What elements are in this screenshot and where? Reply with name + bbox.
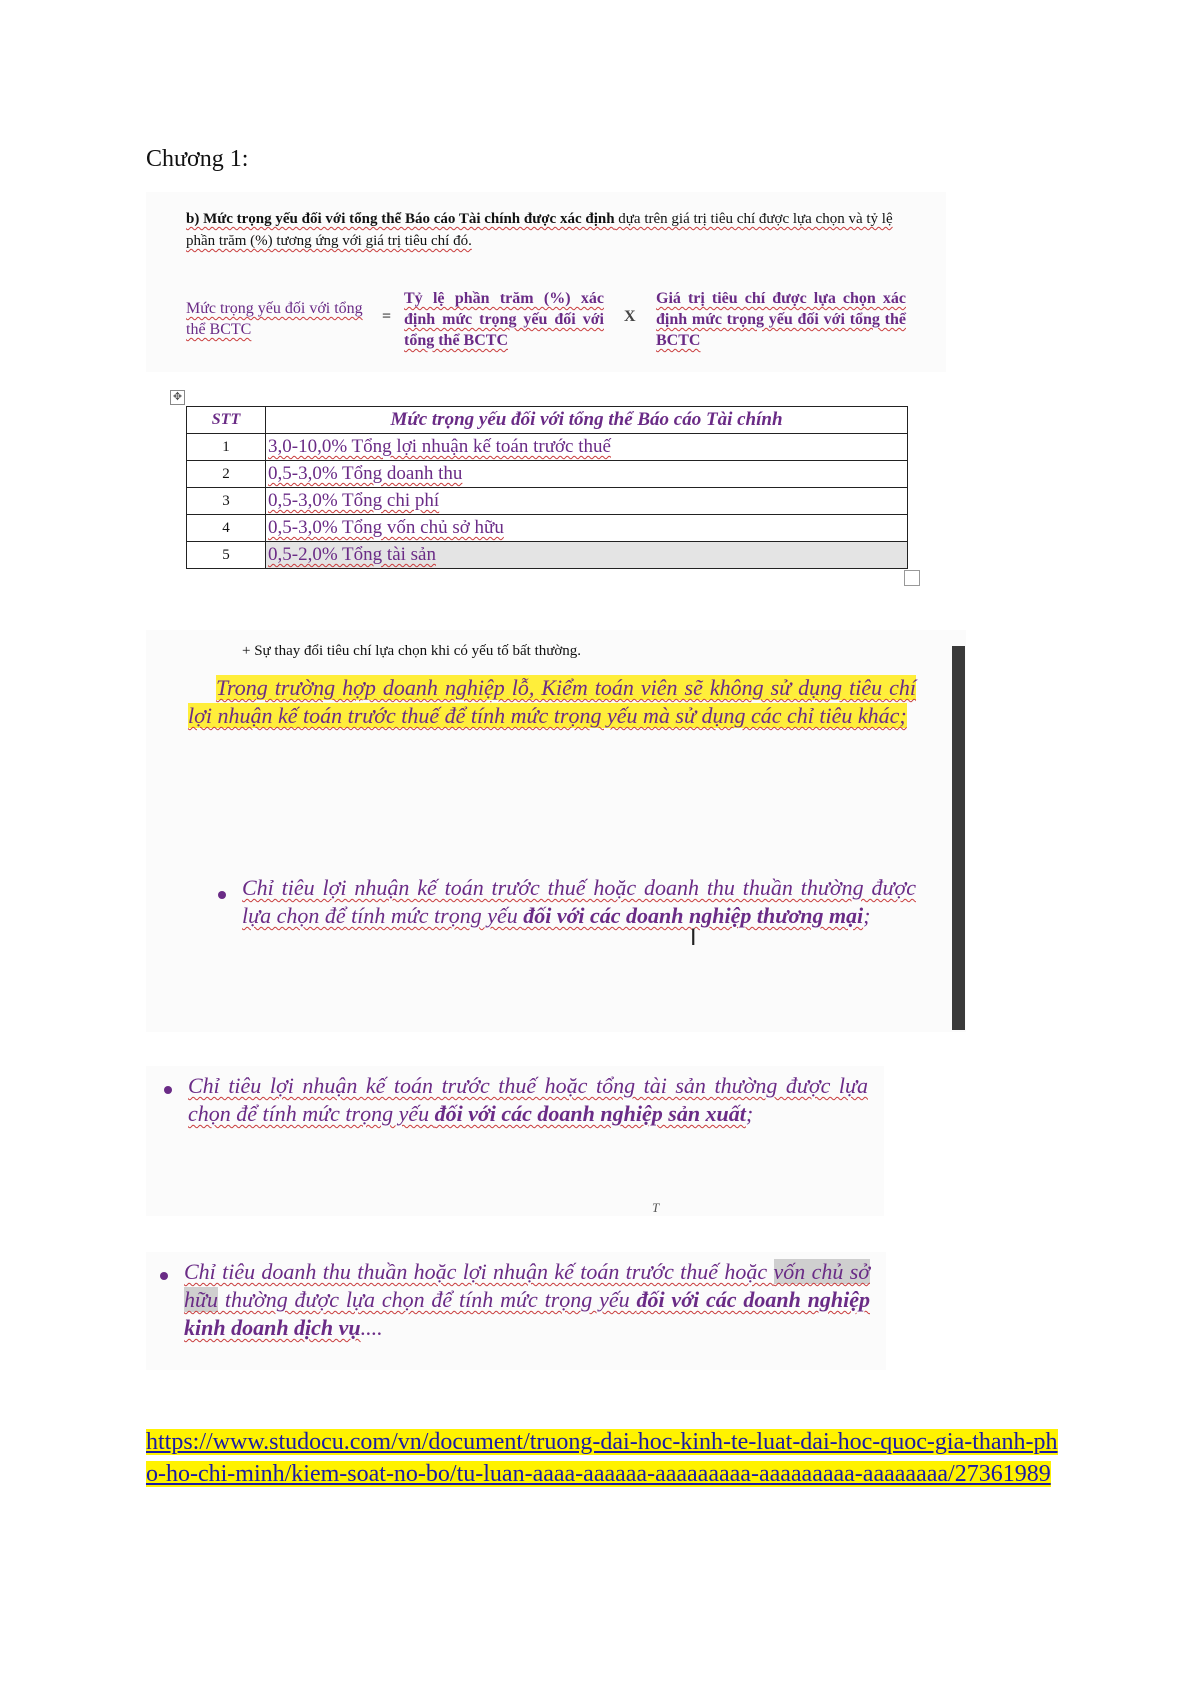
table-row [187, 542, 908, 569]
table-cell-text: 0,5-2,0% Tổng tài sản [266, 542, 908, 569]
formula-times: X [624, 308, 636, 325]
screenshot-services [146, 1252, 886, 1370]
screenshot-criteria-change [146, 630, 966, 1032]
formula-right: Giá trị tiêu chí được lựa chọn xác định mức trọng yếu đối với tổng thể BCTC [656, 290, 906, 349]
table-cell-stt: 5 [187, 542, 266, 569]
table-row [187, 461, 908, 488]
page-heading: Chương 1: [146, 146, 249, 172]
stray-character: T [652, 1200, 660, 1215]
table-cell-stt: 3 [187, 488, 266, 515]
table-row [187, 434, 908, 461]
bullet-dot [160, 1272, 168, 1280]
source-link[interactable]: https://www.studocu.com/vn/document/truong-dai-hoc-kinh-te-luat-dai-hoc-quoc-gia-thanh-pho-ho-chi-minh/kiem-soat-no-bo/tu-luan-aaaa-aaaaaa-aaaaaaaaa-aaaaaaaaa-aaaaaaaa/27361989 [146, 1429, 1058, 1487]
bullet-dot [218, 891, 226, 899]
table-header-title: Mức trọng yếu đối với tổng thể Báo cáo Tài chính [266, 407, 908, 434]
scrollbar[interactable] [952, 646, 965, 1030]
change-note: + Sự thay đổi tiêu chí lựa chọn khi có yếu tố bất thường. [242, 643, 582, 659]
table-cell-text: 0,5-3,0% Tổng doanh thu [266, 461, 908, 488]
table-cell-text: 3,0-10,0% Tổng lợi nhuận kế toán trước thuế [266, 434, 908, 461]
screenshot-definition [146, 192, 946, 372]
table-header-row [187, 407, 908, 434]
bullet-item-services: Chỉ tiêu doanh thu thuần hoặc lợi nhuận kế toán trước thuế hoặc vốn chủ sở hữu thường được lựa chọn để tính mức trọng yếu đối với các doanh nghiệp kinh doanh dịch vụ.... [184, 1259, 870, 1340]
materiality-table [186, 406, 908, 569]
table-cell-stt: 1 [187, 434, 266, 461]
formula-equals: = [382, 308, 392, 325]
bullet-dot [164, 1086, 172, 1094]
table-cell-stt: 4 [187, 515, 266, 542]
table-row [187, 488, 908, 515]
formula-left: Mức trọng yếu đối với tổng thể BCTC [186, 300, 363, 338]
definition-text [186, 208, 916, 252]
table-move-handle[interactable]: ✥ [170, 390, 185, 405]
definition-rest: dựa trên giá trị tiêu chí được lựa chọn và tỷ lệ phần trăm (%) tương ứng với giá trị tiêu chí đó. [186, 211, 893, 249]
definition-bold: b) Mức trọng yếu đối với tổng thể Báo cáo Tài chính được xác định [186, 211, 615, 227]
formula-middle: Tỷ lệ phần trăm (%) xác định mức trọng yếu đối với tổng thể BCTC [404, 290, 604, 349]
table-resize-handle[interactable] [904, 570, 920, 586]
table-header-stt: STT [187, 407, 266, 434]
table-cell-text: 0,5-3,0% Tổng vốn chủ sở hữu [266, 515, 908, 542]
table-row [187, 515, 908, 542]
bullet-item-manufacturing: Chỉ tiêu lợi nhuận kế toán trước thuế hoặc tổng tài sản thường được lựa chọn để tính mức trọng yếu đối với các doanh nghiệp sản xuất; [188, 1073, 868, 1126]
loss-paragraph: Trong trường hợp doanh nghiệp lỗ, Kiểm toán viên sẽ không sử dụng tiêu chí lợi nhuận kế toán trước thuế để tính mức trọng yếu mà sử dụng các chỉ tiêu khác; [188, 675, 916, 728]
screenshot-manufacturing [146, 1066, 884, 1216]
table-cell-stt: 2 [187, 461, 266, 488]
text-cursor-icon: I [690, 926, 697, 951]
bullet-item-commerce: Chỉ tiêu lợi nhuận kế toán trước thuế hoặc doanh thu thuần thường được lựa chọn để tính mức trọng yếu đối với các doanh nghiệp thương mại; [242, 875, 916, 928]
table-cell-text: 0,5-3,0% Tổng chi phí [266, 488, 908, 515]
